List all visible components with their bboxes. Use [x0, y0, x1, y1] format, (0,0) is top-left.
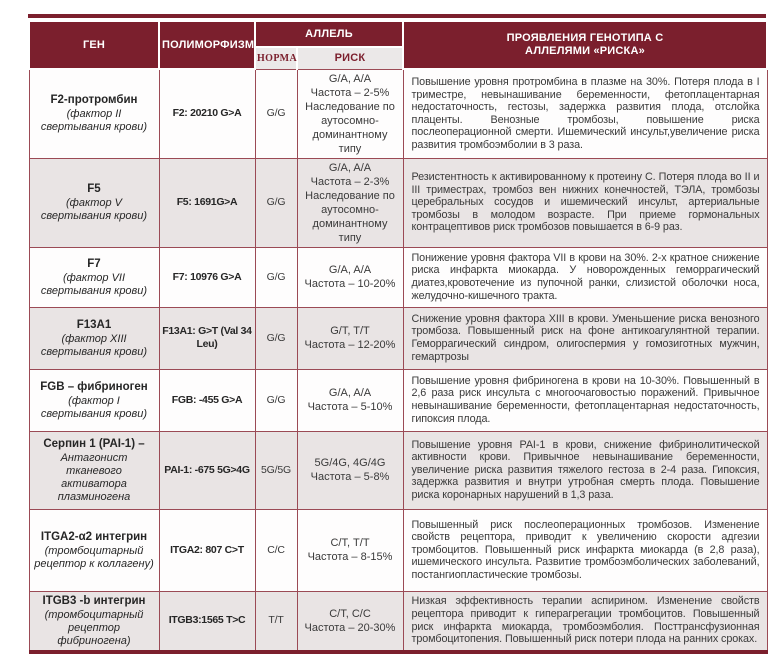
column-header-manifestations	[403, 21, 767, 69]
gene-cell	[29, 369, 159, 431]
table-header	[29, 21, 767, 69]
manifestations-header-line1: ПРОЯВЛЕНИЯ ГЕНОТИПА С	[506, 32, 664, 44]
gene-description: (тромбоцитарный рецептор фибриногена)	[44, 608, 144, 647]
gene-cell	[29, 307, 159, 369]
gene-name: FGB – фибриноген	[40, 380, 148, 393]
manifestation-cell: Понижение уровня фактора VII в крови на 30%. 2-х кратное снижение риска инфаркта миокарда. У новорожденных геморрагический диатез,кровотечение из пупочной ранки, слизистой оболочки носа, желудочно-кишечного тракта.	[403, 247, 767, 307]
manifestation-cell: Повышение уровня протромбина в плазме на 30%. Потеря плода в I триместре, невынашивание беременности, фетоплацентарная недостаточность, гестозы, задержка развития плода, отслойка плаценты. Венозные тромбозы, повышение риска послеоперационной смерти. Ишемический инсульт,увеличение риска развития тромбоэмболии в 3 раза.	[403, 69, 767, 158]
risk-allele-cell	[297, 369, 403, 431]
norm-allele-cell: C/C	[255, 509, 297, 591]
gene-cell	[29, 247, 159, 307]
gene-name: F7	[87, 257, 101, 270]
risk-allele-cell	[297, 307, 403, 369]
risk-allele-cell	[297, 158, 403, 247]
manifestation-cell: Повышение уровня PAI-1 в крови, снижение фибринолитической активности крови. Привычное невынашивание беременности, увеличение риска развития тяжелого гестоза в 2-4 раза. Гипоксия, задержка развития и внутри утробная смерть плода. Повышение риска коронарных нарушений в 1,3 раза.	[403, 431, 767, 509]
table-row-f7	[29, 247, 767, 307]
risk-alleles: С/Т, Т/Т	[330, 537, 370, 549]
manifestation-cell: Снижение уровня фактора XIII в крови. Уменьшение риска венозного тромбоза. Повышенный риск на фоне антикоагулянтной терапии. Геморрагический синдром, олигоспермия у гомозиготных мужчин, гемартрозы	[403, 307, 767, 369]
gene-description: (фактор VII свертывания крови)	[40, 271, 148, 297]
polymorphism-cell: ITGA2: 807 C>T	[159, 509, 255, 591]
column-header-norm: НОРМА	[255, 47, 297, 69]
gene-polymorphism-table	[28, 20, 768, 654]
risk-allele-cell	[297, 69, 403, 158]
risk-inheritance: Наследование по аутосомно-доминантному типу	[305, 189, 395, 244]
risk-alleles: G/A, A/A	[328, 72, 372, 85]
column-header-risk: РИСК	[297, 47, 403, 69]
manifestations-header-line2: АЛЛЕЛЯМИ «РИСКА»	[525, 45, 645, 57]
norm-allele-cell: G/G	[255, 158, 297, 247]
risk-alleles: С/Т, С/С	[329, 607, 371, 620]
gene-description: (тромбоцитарный рецептор к коллагену)	[34, 544, 154, 570]
risk-frequency: Частота – 8-15%	[307, 551, 393, 563]
gene-cell	[29, 591, 159, 652]
polymorphism-cell: FGB: -455 G>A	[159, 369, 255, 431]
risk-allele-cell	[297, 431, 403, 509]
gene-description: (фактор V свертывания крови)	[40, 197, 148, 222]
column-header-allele: АЛЛЕЛЬ	[255, 21, 403, 47]
polymorphism-cell: F7: 10976 G>A	[159, 247, 255, 307]
table-row-f2	[29, 69, 767, 158]
genetics-table-container	[28, 14, 766, 654]
norm-allele-cell: G/G	[255, 247, 297, 307]
gene-description: (фактор II свертывания крови)	[40, 108, 148, 134]
manifestation-cell: Резистентность к активированному к протеину С. Потеря плода во II и III триместрах, тромбоз вен нижних конечностей, ТЭЛА, тромбозы церебральных сосудов и ишемический инсульт, артериальные тромбозы в молодом возрасте. При приеме гормональных контрацептивов риск тромбозов повышается в 6-9 раз.	[403, 158, 767, 247]
table-row-fgb	[29, 369, 767, 431]
gene-cell	[29, 158, 159, 247]
gene-name: F5	[87, 183, 101, 195]
header-row-top	[29, 21, 767, 47]
risk-inheritance: Наследование по аутосомно-доминантному типу	[305, 100, 395, 155]
gene-name: F13A1	[76, 318, 112, 331]
risk-alleles: 5G/4G, 4G/4G	[314, 457, 386, 469]
risk-allele-cell	[297, 591, 403, 652]
gene-cell	[29, 69, 159, 158]
risk-alleles: G/T, T/T	[330, 325, 370, 337]
column-header-gene: ГЕН	[29, 21, 159, 69]
risk-allele-cell	[297, 509, 403, 591]
table-row-f5	[29, 158, 767, 247]
gene-description: (фактор I свертывания крови)	[40, 394, 148, 420]
norm-allele-cell: T/T	[255, 591, 297, 652]
risk-alleles: G/A, A/A	[328, 264, 372, 276]
manifestation-cell: Повышение уровня фибриногена в крови на 10-30%. Повышенный в 2,6 раза риск инсульта с многоочаговостью поражений. Привычное невынашивание беременности, фетоплацентарная недостаточность, гипоксия плода.	[403, 369, 767, 431]
table-row-itga2	[29, 509, 767, 591]
risk-frequency: Частота – 5-8%	[310, 471, 390, 483]
table-row-pai1	[29, 431, 767, 509]
table-row-itgb3	[29, 591, 767, 652]
norm-allele-cell: 5G/5G	[255, 431, 297, 509]
polymorphism-cell: F5: 1691G>A	[159, 158, 255, 247]
gene-name: ITGA2-α2 интегрин	[40, 530, 148, 543]
risk-allele-cell	[297, 247, 403, 307]
risk-frequency: Частота – 10-20%	[304, 278, 396, 290]
gene-cell	[29, 431, 159, 509]
gene-name: ITGB3 -b интегрин	[42, 594, 146, 607]
gene-description: Антагонист тканевого активатора плазминогена	[57, 451, 131, 503]
risk-frequency: Частота – 12-20%	[304, 339, 396, 351]
risk-frequency: Частота – 20-30%	[304, 621, 396, 634]
table-body	[29, 69, 767, 652]
risk-frequency: Частота – 5-10%	[307, 401, 393, 413]
gene-cell	[29, 509, 159, 591]
norm-allele-cell: G/G	[255, 369, 297, 431]
risk-frequency: Частота – 2-5%	[310, 86, 390, 99]
norm-allele-cell: G/G	[255, 69, 297, 158]
polymorphism-cell: F2: 20210 G>A	[159, 69, 255, 158]
gene-description: (фактор XIII свертывания крови)	[40, 332, 148, 358]
manifestation-cell: Низкая эффективность терапии аспирином. Изменение свойств рецептора приводит к гиперагрегации тромбоцитов. Повышенный риск инфаркта миокарда, тромбоэмболия. Посттрансфузионная тромбоцитопения. Повышенный риск потери плода на ранних сроках.	[403, 591, 767, 652]
polymorphism-cell: ITGB3:1565 T>C	[159, 591, 255, 652]
column-header-polymorphism: ПОЛИМОРФИЗМ	[159, 21, 255, 69]
norm-allele-cell: G/G	[255, 307, 297, 369]
polymorphism-cell: F13A1: G>T (Val 34 Leu)	[159, 307, 255, 369]
risk-alleles: G/A, A/A	[328, 387, 372, 399]
table-row-f13a1	[29, 307, 767, 369]
risk-frequency: Частота – 2-3%	[310, 175, 390, 188]
gene-name: Серпин 1 (PAI-1) –	[43, 437, 145, 450]
polymorphism-cell: PAI-1: -675 5G>4G	[159, 431, 255, 509]
manifestation-cell: Повышенный риск послеоперационных тромбозов. Изменение свойств рецептора, приводит к увеличению скорости адгезии тромбоцитов. Повышенный риск инфаркта миокарда (в 2,8 раза), ишемического инсульта. Развитие тромбоэмболических заболеваний, постангиопластические тромбозы.	[403, 509, 767, 591]
risk-alleles: G/A, A/A	[328, 161, 372, 174]
gene-name: F2-протромбин	[50, 94, 138, 107]
